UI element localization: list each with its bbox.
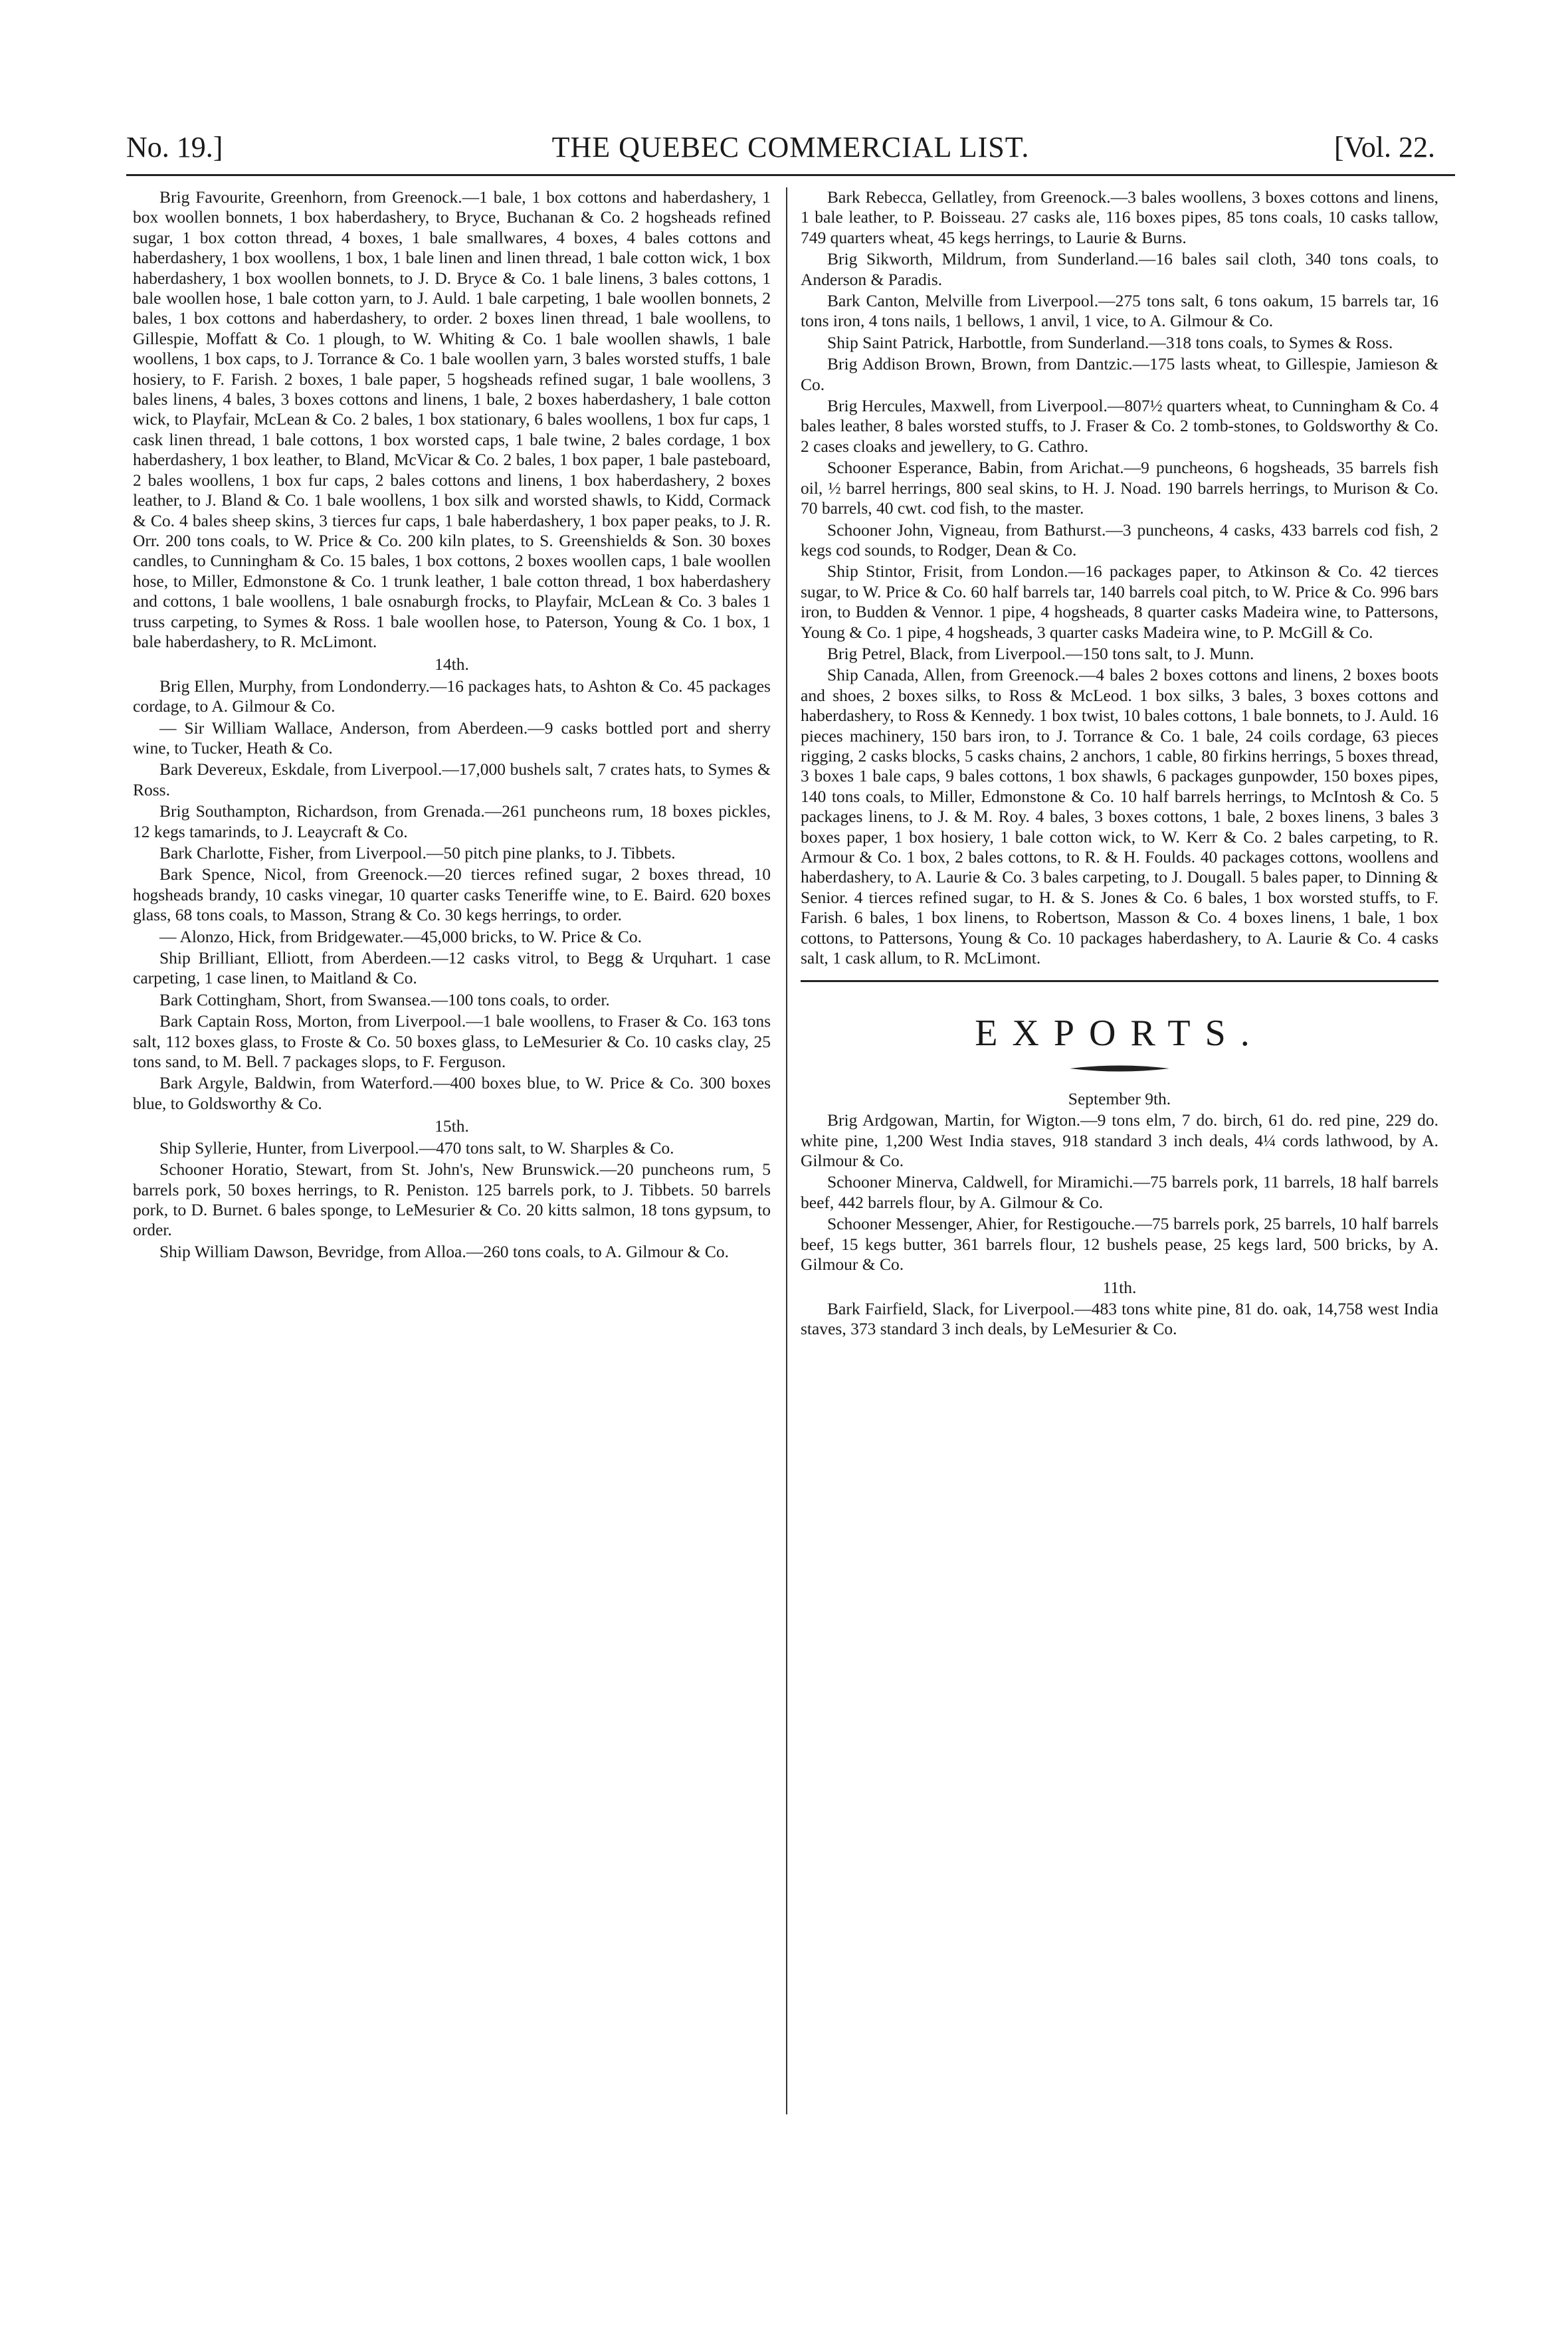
shipping-entry: Ship Syllerie, Hunter, from Liverpool.—470 tons salt, to W. Sharples & Co. xyxy=(159,1138,674,1158)
shipping-entry: Brig Ellen, Murphy, from Londonderry.—16 packages hats, to Ashton & Co. 45 packages cordage, to A. Gilmour & Co. xyxy=(133,676,771,716)
issue-number: No. 19.] xyxy=(126,131,223,163)
shipping-entry: Bark Fairfield, Slack, for Liverpool.—483 tons white pine, 81 do. oak, 14,758 west India staves, 373 standard 3 inch deals, by LeMesurier & Co. xyxy=(801,1298,1438,1339)
shipping-entry: Brig Hercules, Maxwell, from Liverpool.—807½ quarters wheat, to Cunningham & Co. 4 bales leather, 8 bales worsted stuffs, to J. Fraser & Co. 2 tomb-stones, to Goldsworthy & Co. 2 cases cloaks and jewellery, to G. Cathro. xyxy=(801,396,1438,456)
shipping-entry: Bark Charlotte, Fisher, from Liverpool.—50 pitch pine planks, to J. Tibbets. xyxy=(159,843,676,862)
exports-list xyxy=(801,1089,1438,1340)
shipping-entry: Bark Spence, Nicol, from Greenock.—20 tierces refined sugar, 2 boxes thread, 10 hogsheads brandy, 10 casks vinegar, 10 quarter casks Teneriffe wine, to E. Baird. 620 boxes glass, 68 tons coals, to Masson, Strang & Co. 30 kegs herrings, to order. xyxy=(133,864,771,925)
shipping-entry: Brig Favourite, Greenhorn, from Greenock.—1 bale, 1 box cottons and haberdashery, 1 box woollen bonnets, 1 box haberdashery, to Bryce, Buchanan & Co. 2 hogsheads refined sugar, 1 box cotton thread, 4 boxes, 1 bale smallwares, 4 boxes, 4 bales cottons and haberdashery, 1 box woollens, 1 box, 1 bale linen and linen thread, 1 bale cotton wick, 1 box haberdashery, 1 box woollen bonnets, to J. D. Bryce & Co. 1 bale linens, 3 bales cottons, 1 bale woollen hose, 1 bale cotton yarn, to J. Auld. 1 bale carpeting, 1 bale woollen bonnets, 2 bales, 1 box cottons and haberdashery, to order. 2 boxes linen thread, 1 bale woollens, to Gillespie, Moffatt & Co. 1 plough, to W. Whiting & Co. 1 bale woollen shawls, 1 bale woollens, 1 box caps, to J. Torrance & Co. 1 bale woollen yarn, 3 bales worsted stuffs, 1 bale hosiery, to F. Farish. 2 boxes, 1 bale paper, 5 hogsheads refined sugar, 1 bale woollens, 3 bales linens, 4 bales, 3 boxes cottons and linens, 1 bale, 2 boxes haberdashery, 1 bale cotton wick, to Playfair, McLean & Co. 2 bales, 1 box stationary, 6 bales woollens, 1 box fur caps, 1 cask linen thread, 1 bale cottons, 1 box worsted caps, 1 bale twine, 2 bales cordage, 1 box haberdashery, 1 box leather, to Bland, McVicar & Co. 2 bales, 1 box paper, 1 bale pasteboard, 2 bales woollens, 1 box fur caps, 2 bales cottons and linens, 1 box haberdashery, 2 boxes leather, to J. Bland & Co. 1 bale woollens, 1 box silk and worsted shawls, to Kidd, Cormack & Co. 4 bales sheep skins, 3 tierces fur caps, 1 bale haberdashery, 1 box paper peaks, to J. R. Orr. 200 tons coals, to W. Price & Co. 200 kiln plates, to S. Greenshields & Son. 30 boxes candles, to Cunningham & Co. 15 bales, 1 box cottons, 2 boxes woollen caps, 1 bale woollen hose, to Miller, Edmonstone & Co. 1 trunk leather, 1 bale cotton thread, 1 box haberdashery and cottons, 1 bale woollens, 1 bale osnaburgh frocks, to Playfair, McLean & Co. 3 bales 1 truss carpeting, to Symes & Ross. 1 bale woollen hose, to Paterson, Young & Co. 1 box, 1 bale haberdashery, to R. McLimont. xyxy=(133,187,771,651)
shipping-entry: Schooner Minerva, Caldwell, for Miramichi.—75 barrels pork, 11 barrels, 18 half barrels beef, 442 barrels flour, by A. Gilmour & Co. xyxy=(801,1172,1438,1212)
shipping-entry: Ship Brilliant, Elliott, from Aberdeen.—12 casks vitrol, to Begg & Urquhart. 1 case carpeting, 1 case linen, to Maitland & Co. xyxy=(133,948,771,988)
imports-right-column xyxy=(801,187,1438,1341)
shipping-entry: Bark Devereux, Eskdale, from Liverpool.—17,000 bushels salt, 7 crates hats, to Symes & Ross. xyxy=(133,760,771,799)
page-title: THE QUEBEC COMMERCIAL LIST. xyxy=(551,131,1030,163)
shipping-entry: Schooner Horatio, Stewart, from St. John's, New Brunswick.—20 puncheons rum, 5 barrels pork, 50 boxes herrings, to R. Peniston. 125 barrels pork, to J. Tibbets. 50 barrels pork, to D. Burnet. 6 bales sponge, to LeMesurier & Co. 20 kitts salmon, 18 tons gypsum, to order. xyxy=(133,1160,771,1240)
date-heading: 14th. xyxy=(435,655,469,674)
shipping-entry: Bark Canton, Melville from Liverpool.—275 tons salt, 6 tons oakum, 15 barrels tar, 16 tons iron, 4 tons nails, 1 bellows, 1 anvil, 1 vice, to A. Gilmour & Co. xyxy=(801,291,1438,331)
shipping-entry: Brig Addison Brown, Brown, from Dantzic.—175 lasts wheat, to Gillespie, Jamieson & Co. xyxy=(801,354,1438,394)
exports-rule xyxy=(801,980,1438,982)
shipping-entry: Brig Ardgowan, Martin, for Wigton.—9 tons elm, 7 do. birch, 61 do. red pine, 229 do. white pine, 1,200 West India staves, 918 standard 3 inch deals, 4¼ cords lathwood, by A. Gilmour & Co. xyxy=(801,1110,1438,1171)
shipping-entry: Brig Sikworth, Mildrum, from Sunderland.—16 bales sail cloth, 340 tons coals, to Anderson & Paradis. xyxy=(801,249,1438,289)
imports-right-list xyxy=(801,187,1438,968)
date-heading: 11th. xyxy=(1102,1277,1137,1297)
page-header xyxy=(126,130,1455,177)
shipping-entry: Schooner Messenger, Ahier, for Restigouche.—75 barrels pork, 25 barrels, 10 half barrels beef, 15 kegs butter, 361 barrels flour, 12 bushels pease, 25 kegs lard, 500 bricks, by A. Gilmour & Co. xyxy=(801,1214,1438,1274)
shipping-entry: Brig Petrel, Black, from Liverpool.—150 tons salt, to J. Munn. xyxy=(827,643,1254,663)
shipping-entry: Bark Captain Ross, Morton, from Liverpool.—1 bale woollens, to Fraser & Co. 163 tons salt, 112 boxes glass, to Froste & Co. 50 boxes glass, to LeMesurier & Co. 10 casks clay, 25 tons sand, to M. Bell. 7 packages slops, to F. Ferguson. xyxy=(133,1011,771,1072)
date-heading: 15th. xyxy=(435,1116,469,1136)
shipping-entry: Ship Stintor, Frisit, from London.—16 packages paper, to Atkinson & Co. 42 tierces sugar, to W. Price & Co. 60 half barrels tar, 140 barrels coal pitch, to W. Price & Co. 996 bars iron, to Budden & Vennor. 1 pipe, 4 hogsheads, 8 quarter casks Madeira wine, to Pattersons, Young & Co. 1 pipe, 4 hogsheads, 3 quarter casks Madeira wine, to P. McGill & Co. xyxy=(801,561,1438,642)
shipping-entry: Brig Southampton, Richardson, from Grenada.—261 puncheons rum, 18 boxes pickles, 12 kegs tamarinds, to J. Leaycraft & Co. xyxy=(133,801,771,841)
date-heading: September 9th. xyxy=(1068,1088,1171,1108)
shipping-entry: Schooner Esperance, Babin, from Arichat.—9 puncheons, 6 hogsheads, 35 barrels fish oil, ½ barrel herrings, 800 seal skins, to H. J. Noad. 190 barrels herrings, to Murison & Co. 70 barrels, 40 cwt. cod fish, to the master. xyxy=(801,458,1438,518)
shipping-entry: Bark Rebecca, Gellatley, from Greenock.—3 bales woollens, 3 boxes cottons and linens, 1 bale leather, to P. Boisseau. 27 casks ale, 116 boxes pipes, 85 tons coals, 10 casks tallow, 749 quarters wheat, 45 kegs herrings, to Laurie & Burns. xyxy=(801,187,1438,247)
shipping-entry: — Alonzo, Hick, from Bridgewater.—45,000 bricks, to W. Price & Co. xyxy=(159,926,642,946)
shipping-entry: Ship Saint Patrick, Harbottle, from Sunderland.—318 tons coals, to Symes & Ross. xyxy=(827,332,1393,352)
column-divider xyxy=(786,187,787,2114)
shipping-entry: Schooner John, Vigneau, from Bathurst.—3 puncheons, 4 casks, 433 barrels cod fish, 2 kegs cod sounds, to Rodger, Dean & Co. xyxy=(801,520,1438,559)
shipping-entry: Ship William Dawson, Bevridge, from Alloa.—260 tons coals, to A. Gilmour & Co. xyxy=(159,1241,729,1261)
shipping-entry: Bark Cottingham, Short, from Swansea.—100 tons coals, to order. xyxy=(159,989,610,1009)
ornament-divider-icon xyxy=(1070,1064,1169,1073)
shipping-entry: — Sir William Wallace, Anderson, from Aberdeen.—9 casks bottled port and sherry wine, to Tucker, Heath & Co. xyxy=(133,718,771,758)
shipping-entry: Bark Argyle, Baldwin, from Waterford.—400 boxes blue, to W. Price & Co. 300 boxes blue, to Goldsworthy & Co. xyxy=(133,1073,771,1113)
exports-heading: EXPORTS. xyxy=(975,1013,1264,1055)
volume-number: [Vol. 22. xyxy=(1334,131,1435,163)
header-rule xyxy=(126,174,1455,176)
shipping-entry: Ship Canada, Allen, from Greenock.—4 bales 2 boxes cottons and linens, 2 boxes boots and shoes, 2 boxes silks, to Ross & McLeod. 1 box silks, 3 bales, 3 boxes cottons and haberdashery, to Ross & Kennedy. 1 box twist, 10 bales cottons, 1 bale bonnets, to J. Auld. 16 pieces machinery, 150 bars iron, to J. Torrance & Co. 1 bale, 24 coils cordage, 63 pieces rigging, 2 casks blocks, 5 casks chains, 2 anchors, 1 cable, 80 firkins herrings, 5 boxes thread, 3 boxes 1 bale caps, 9 bales cottons, 1 box shawls, 6 packages gunpowder, 150 boxes pipes, 140 tons coals, to Miller, Edmonstone & Co. 10 half barrels herrings, to McIntosh & Co. 5 packages linens, to J. & M. Roy. 4 bales, 3 boxes cottons, 1 bale, 2 boxes linens, 3 bales 3 boxes paper, 1 box hosiery, 1 bale cotton wick, to W. Kerr & Co. 2 bales carpeting, to R. Armour & Co. 1 box, 2 bales cottons, to R. & H. Foulds. 40 packages cottons, woollens and haberdashery, to A. Laurie & Co. 3 bales carpeting, to J. Dougall. 5 bales paper, to Dinning & Senior. 4 tierces refined sugar, to H. & S. Jones & Co. 6 bales, 1 box worsted stuffs, to F. Farish. 6 bales, 1 box linens, to Robertson, Masson & Co. 4 boxes linens, 1 bale, 1 box cottons, to Pattersons, Young & Co. 10 packages haberdashery, to A. Laurie & Co. 4 casks salt, 1 cask allum, to R. McLimont. xyxy=(801,665,1438,968)
imports-left-column xyxy=(133,187,771,1263)
